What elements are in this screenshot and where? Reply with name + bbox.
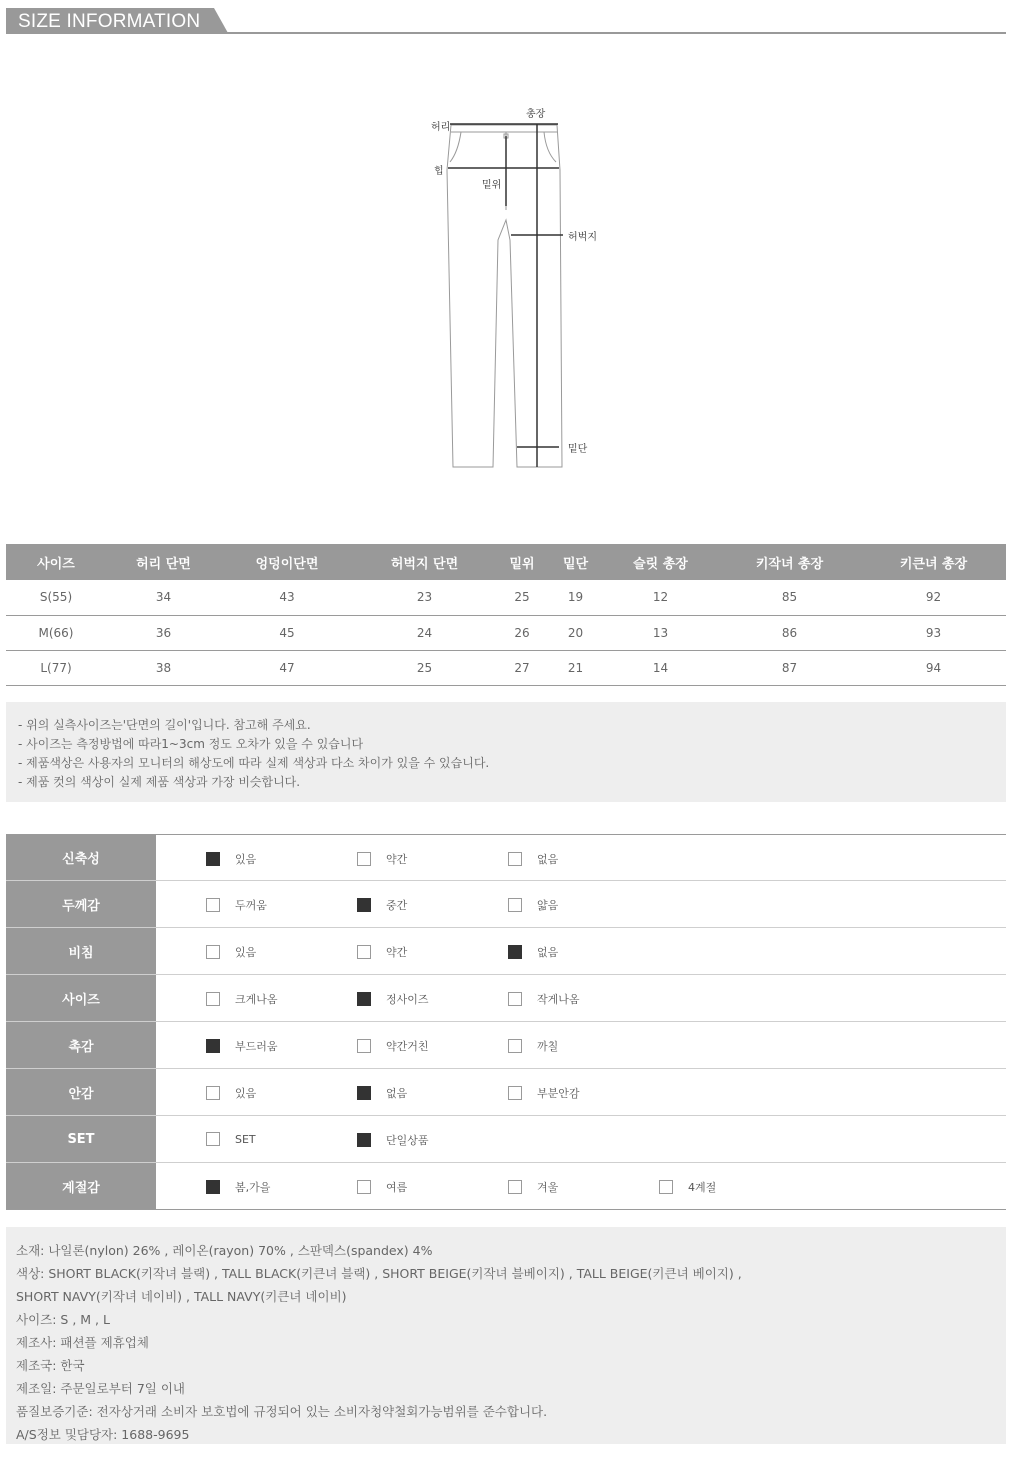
size-table: [6, 544, 1006, 686]
col-hem: 밑단: [548, 544, 603, 580]
feature-label: 비침: [6, 928, 156, 974]
table-cell: 25: [353, 650, 496, 685]
label-thigh: 허벅지: [568, 232, 597, 243]
feature-option[interactable]: [206, 944, 256, 960]
feature-option[interactable]: [206, 1179, 270, 1195]
checked-checkbox[interactable]: [357, 898, 371, 912]
option-label: 까칠: [537, 1040, 559, 1053]
feature-row: [6, 1022, 1006, 1069]
table-cell: 24: [353, 615, 496, 650]
table-cell: 92: [861, 580, 1006, 615]
option-label: 겨울: [537, 1181, 559, 1194]
feature-table: [6, 834, 1006, 1210]
checkbox[interactable]: [357, 1180, 371, 1194]
option-label: 있음: [235, 946, 257, 959]
size-notes: [6, 702, 1006, 802]
note-line: - 제품색상은 사용자의 모니터의 해상도에 따라 실제 색상과 다소 차이가 있을 수 있습니다.: [18, 756, 490, 770]
option-label: 약간거친: [386, 1040, 429, 1053]
feature-option[interactable]: [357, 851, 407, 867]
feature-option[interactable]: [508, 897, 558, 913]
option-label: 작게나옴: [537, 993, 580, 1006]
option-label: 크게나옴: [235, 993, 278, 1006]
info-color-cont: SHORT NAVY(키작녀 네이비) , TALL NAVY(키큰녀 네이비): [16, 1289, 347, 1304]
info-material: 소재: 나일론(nylon) 26% , 레이온(rayon) 70% , 스판덱스(spandex) 4%: [16, 1243, 433, 1258]
feature-option[interactable]: [206, 991, 278, 1007]
label-rise: 밑위: [482, 180, 502, 191]
checkbox[interactable]: [508, 898, 522, 912]
feature-label: 촉감: [6, 1022, 156, 1068]
info-country: 제조국: 한국: [16, 1358, 85, 1373]
feature-label: SET: [6, 1116, 156, 1162]
feature-row: [6, 1163, 1006, 1210]
feature-row: [6, 975, 1006, 1022]
option-label: 부드러움: [235, 1040, 278, 1053]
option-label: 부분안감: [537, 1087, 580, 1100]
feature-row: [6, 881, 1006, 928]
checkbox[interactable]: [508, 992, 522, 1006]
checkbox[interactable]: [206, 898, 220, 912]
table-cell: 13: [603, 615, 718, 650]
label-waist: 허리: [431, 122, 451, 133]
feature-option[interactable]: [508, 851, 558, 867]
feature-option[interactable]: [508, 1179, 558, 1195]
checkbox[interactable]: [357, 1039, 371, 1053]
label-length: 총장: [526, 109, 546, 120]
option-label: 중간: [386, 899, 408, 912]
feature-row: [6, 928, 1006, 975]
checked-checkbox[interactable]: [508, 945, 522, 959]
table-cell: 94: [861, 650, 1006, 685]
table-cell: 45: [221, 615, 353, 650]
option-label: 4계절: [688, 1181, 717, 1194]
checkbox[interactable]: [206, 992, 220, 1006]
option-label: 약간: [386, 853, 408, 866]
table-cell: 34: [106, 580, 221, 615]
checkbox[interactable]: [508, 1086, 522, 1100]
table-cell: 93: [861, 615, 1006, 650]
note-line: - 사이즈는 측정방법에 따라1~3cm 정도 오차가 있을 수 있습니다: [18, 737, 364, 751]
option-label: 봄,가을: [235, 1181, 271, 1194]
table-cell: 43: [221, 580, 353, 615]
feature-option[interactable]: [206, 897, 267, 913]
checkbox[interactable]: [206, 945, 220, 959]
info-color: 색상: SHORT BLACK(키작녀 블랙) , TALL BLACK(키큰녀 블랙) , SHORT BEIGE(키작녀 블베이지) , TALL BEIGE(키큰녀 베이지) ,: [16, 1266, 742, 1281]
feature-option[interactable]: [357, 991, 429, 1007]
feature-row: [6, 834, 1006, 881]
option-label: 있음: [235, 853, 257, 866]
feature-option[interactable]: [659, 1179, 716, 1195]
table-cell: 20: [548, 615, 603, 650]
table-cell: 85: [718, 580, 861, 615]
feature-label: 계절감: [6, 1163, 156, 1209]
option-label: 없음: [386, 1087, 408, 1100]
col-rise: 밑위: [496, 544, 548, 580]
info-size: 사이즈: S , M , L: [16, 1312, 110, 1327]
feature-row: [6, 1069, 1006, 1116]
feature-label: 신축성: [6, 835, 156, 880]
table-cell: 47: [221, 650, 353, 685]
table-cell: 27: [496, 650, 548, 685]
feature-option[interactable]: [357, 944, 407, 960]
checkbox[interactable]: [508, 852, 522, 866]
note-line: - 위의 실측사이즈는'단면의 길이'입니다. 참고해 주세요.: [18, 718, 311, 732]
col-tall-length: 키큰녀 총장: [861, 544, 1006, 580]
table-cell: 86: [718, 615, 861, 650]
option-label: 없음: [537, 853, 559, 866]
pants-illustration: [420, 100, 620, 480]
checkbox[interactable]: [206, 1132, 220, 1146]
checkbox[interactable]: [508, 1180, 522, 1194]
feature-option[interactable]: [357, 897, 407, 913]
feature-option[interactable]: [357, 1038, 429, 1054]
checked-checkbox[interactable]: [357, 992, 371, 1006]
checked-checkbox[interactable]: [206, 1039, 220, 1053]
checkbox[interactable]: [357, 945, 371, 959]
table-cell: 26: [496, 615, 548, 650]
table-row: [6, 650, 1006, 685]
label-hem: 밑단: [568, 444, 588, 455]
col-waist: 허리 단면: [106, 544, 221, 580]
table-row: [6, 615, 1006, 650]
table-cell: L(77): [6, 650, 106, 685]
table-cell: 87: [718, 650, 861, 685]
option-label: 여름: [386, 1181, 408, 1194]
option-label: 얇음: [537, 899, 559, 912]
feature-option[interactable]: [357, 1179, 407, 1195]
col-thigh: 허벅지 단면: [353, 544, 496, 580]
option-label: 있음: [235, 1087, 257, 1100]
checkbox[interactable]: [659, 1180, 673, 1194]
table-cell: 19: [548, 580, 603, 615]
checked-checkbox[interactable]: [206, 852, 220, 866]
option-label: 단일상품: [386, 1134, 429, 1147]
col-slit: 슬릿 총장: [603, 544, 718, 580]
col-size: 사이즈: [6, 544, 106, 580]
option-label: 없음: [537, 946, 559, 959]
feature-option[interactable]: [508, 1085, 580, 1101]
table-cell: 14: [603, 650, 718, 685]
table-cell: 38: [106, 650, 221, 685]
col-short-length: 키작녀 총장: [718, 544, 861, 580]
feature-option[interactable]: [508, 991, 580, 1007]
section-header: [6, 8, 1006, 34]
table-row: [6, 580, 1006, 615]
table-cell: 36: [106, 615, 221, 650]
option-label: 약간: [386, 946, 408, 959]
label-hip: 힙: [434, 166, 444, 177]
table-cell: 23: [353, 580, 496, 615]
feature-label: 두께감: [6, 881, 156, 927]
checked-checkbox[interactable]: [206, 1180, 220, 1194]
feature-option[interactable]: [357, 1085, 407, 1101]
feature-option[interactable]: [508, 944, 558, 960]
feature-option[interactable]: [508, 1038, 558, 1054]
info-quality: 품질보증기준: 전자상거래 소비자 보호법에 규정되어 있는 소비자청약철회가능범위를 준수합니다.: [16, 1404, 548, 1419]
table-cell: 25: [496, 580, 548, 615]
checkbox[interactable]: [206, 1086, 220, 1100]
info-manufacturer: 제조사: 패션플 제휴업체: [16, 1335, 149, 1350]
option-label: 정사이즈: [386, 993, 429, 1006]
option-label: SET: [235, 1132, 256, 1146]
feature-option[interactable]: [206, 1085, 256, 1101]
header-divider: [6, 32, 1006, 34]
feature-option[interactable]: [206, 851, 256, 867]
section-title: SIZE INFORMATION: [18, 11, 201, 32]
feature-row: [6, 1116, 1006, 1163]
table-cell: 21: [548, 650, 603, 685]
option-label: 두꺼움: [235, 899, 267, 912]
size-table-header: [6, 544, 1006, 580]
feature-label: 사이즈: [6, 975, 156, 1021]
product-info: [6, 1227, 1006, 1444]
feature-label: 안감: [6, 1069, 156, 1115]
info-date: 제조일: 주문일로부터 7일 이내: [16, 1381, 185, 1396]
pants-diagram: [420, 100, 620, 480]
table-cell: S(55): [6, 580, 106, 615]
table-cell: M(66): [6, 615, 106, 650]
feature-option[interactable]: [206, 1038, 278, 1054]
feature-option[interactable]: [357, 1132, 429, 1148]
checked-checkbox[interactable]: [357, 1133, 371, 1147]
checkbox[interactable]: [508, 1039, 522, 1053]
col-hip: 엉덩이단면: [221, 544, 353, 580]
note-line: - 제품 컷의 색상이 실제 제품 색상과 가장 비슷합니다.: [18, 775, 301, 789]
table-cell: 12: [603, 580, 718, 615]
feature-option[interactable]: [206, 1132, 256, 1146]
checkbox[interactable]: [357, 852, 371, 866]
checked-checkbox[interactable]: [357, 1086, 371, 1100]
info-as: A/S정보 및담당자: 1688-9695: [16, 1427, 190, 1442]
